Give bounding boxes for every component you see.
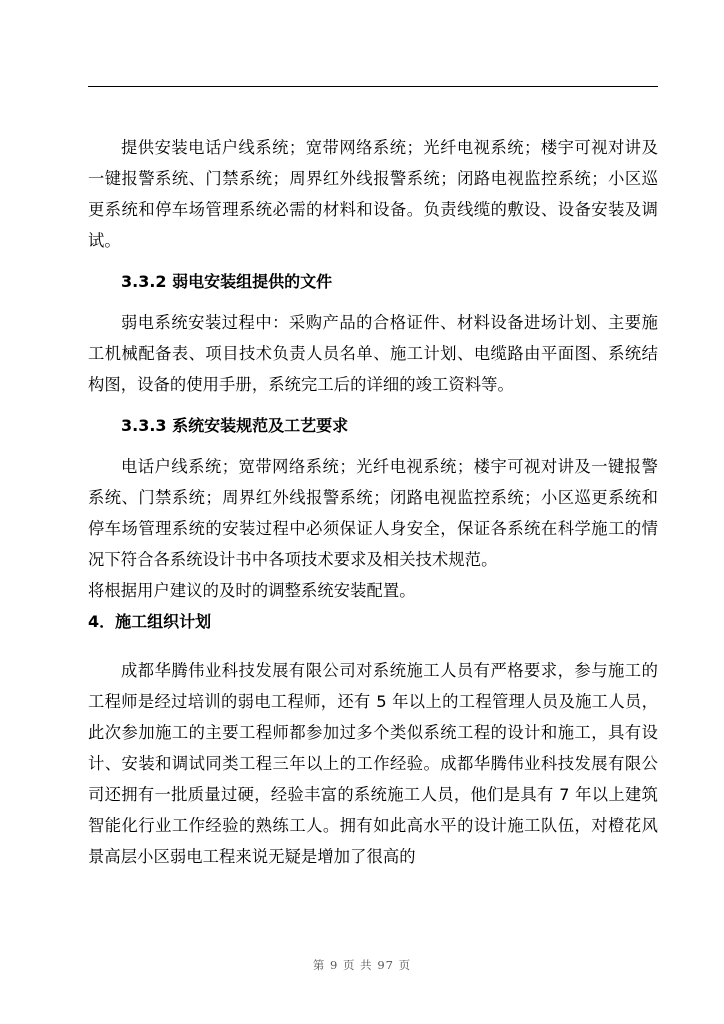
section-heading-3-3-3: 3.3.3 系统安装规范及工艺要求 <box>121 416 349 435</box>
section-heading-4: 4．施工组织计划 <box>88 612 212 631</box>
paragraph-specifications: 电话户线系统；宽带网络系统；光纤电视系统；楼宇可视对讲及一键报警系统、门禁系统；周界红外线报警系统；闭路电视监控系统；小区巡更系统和停车场管理系统的安装过程中必须保证人身安全，保证各系统在科学施工的情况下符合各系统设计书中各项技术要求及相关技术规范。 <box>88 457 658 569</box>
paragraph-organization: 成都华腾伟业科技发展有限公司对系统施工人员有严格要求，参与施工的工程师是经过培训的弱电工程师，还有 5 年以上的工程管理人员及施工人员，此次参加施工的主要工程师都参加过多个类似系统工程的设计和施工，具有设计、安装和调试同类工程三年以上的工作经验。成都华腾伟业科技发展有限公司还拥有一批质量过硬，经验丰富的系统施工人员，他们是具有 7 年以上建筑智能化行业工作经验的熟练工人。拥有如此高水平的设计施工队伍，对橙花风景高层小区弱电工程来说无疑是增加了很高的 <box>88 661 658 866</box>
paragraph-adjustment: 将根据用户建议的及时的调整系统安装配置。 <box>88 581 416 600</box>
document-body <box>88 132 658 872</box>
paragraph-documents: 弱电系统安装过程中：采购产品的合格证件、材料设备进场计划、主要施工机械配备表、项目技术负责人员名单、施工计划、电缆路由平面图、系统结构图，设备的使用手册，系统完工后的详细的竣工资料等。 <box>88 313 658 394</box>
section-heading-3-3-2: 3.3.2 弱电安装组提供的文件 <box>121 272 333 291</box>
page-number-footer: 第 9 页 共 97 页 <box>312 958 412 972</box>
paragraph-scope: 提供安装电话户线系统；宽带网络系统；光纤电视系统；楼宇可视对讲及一键报警系统、门禁系统；周界红外线报警系统；闭路电视监控系统；小区巡更系统和停车场管理系统必需的材料和设备。负责线缆的敷设、设备安装及调试。 <box>88 138 658 250</box>
header-rule <box>88 86 658 87</box>
